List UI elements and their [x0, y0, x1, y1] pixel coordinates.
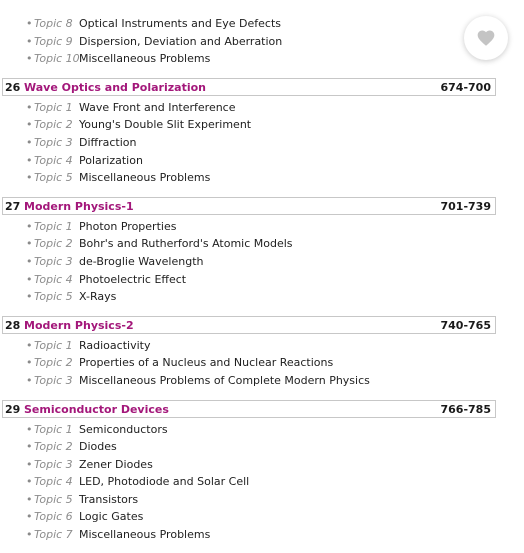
topic-item[interactable]: [2, 456, 496, 474]
chapter-title: Modern Physics-2: [24, 318, 134, 332]
topic-item[interactable]: [2, 337, 496, 355]
topic-item[interactable]: [2, 152, 496, 170]
topic-item[interactable]: [2, 491, 496, 509]
topic-item[interactable]: [2, 421, 496, 439]
bullet-icon: •: [26, 254, 33, 268]
topic-item[interactable]: [2, 508, 496, 526]
chapter-pages: 674-700: [440, 80, 491, 94]
topic-title: Photon Properties: [79, 219, 177, 233]
topic-number: Topic 2: [34, 356, 73, 370]
bullet-icon: •: [26, 510, 33, 524]
bullet-icon: •: [26, 52, 33, 66]
topic-number: Topic 5: [34, 171, 73, 185]
topic-item[interactable]: [2, 134, 496, 152]
bullet-icon: •: [26, 528, 33, 542]
chapter-header[interactable]: [2, 316, 496, 334]
chapter-title: Semiconductor Devices: [24, 402, 169, 416]
topic-title: Diffraction: [79, 135, 137, 149]
topic-item[interactable]: [2, 116, 496, 134]
topic-item[interactable]: [2, 438, 496, 456]
chapter-number: 27: [5, 199, 21, 213]
bullet-icon: •: [26, 272, 33, 286]
topic-number: Topic 2: [34, 440, 73, 454]
bullet-icon: •: [26, 100, 33, 114]
topic-item[interactable]: [2, 33, 496, 51]
topic-item[interactable]: [2, 253, 496, 271]
topic-number: Topic 2: [34, 237, 73, 251]
topic-number: Topic 1: [34, 219, 73, 233]
topic-number: Topic 10: [34, 52, 80, 66]
bullet-icon: •: [26, 237, 33, 251]
topic-item[interactable]: [2, 372, 496, 390]
topic-number: Topic 5: [34, 492, 73, 506]
chapter-section: [2, 316, 496, 390]
topic-number: Topic 5: [34, 290, 73, 304]
bullet-icon: •: [26, 422, 33, 436]
topic-number: Topic 1: [34, 100, 73, 114]
topic-title: Properties of a Nucleus and Nuclear Reactions: [79, 356, 334, 370]
topic-title: Logic Gates: [79, 510, 144, 524]
chapter-number: 28: [5, 318, 21, 332]
topic-item[interactable]: [2, 15, 496, 33]
bullet-icon: •: [26, 356, 33, 370]
bullet-icon: •: [26, 457, 33, 471]
bullet-icon: •: [26, 118, 33, 132]
topic-number: Topic 6: [34, 510, 73, 524]
chapter-title: Wave Optics and Polarization: [24, 80, 206, 94]
topic-title: LED, Photodiode and Solar Cell: [79, 475, 250, 489]
topic-title: Photoelectric Effect: [79, 272, 187, 286]
topic-item[interactable]: [2, 235, 496, 253]
topic-item[interactable]: [2, 526, 496, 544]
topic-number: Topic 2: [34, 118, 73, 132]
topic-title: Radioactivity: [79, 338, 151, 352]
bullet-icon: •: [26, 290, 33, 304]
chapter-header[interactable]: [2, 400, 496, 418]
topic-item[interactable]: [2, 271, 496, 289]
topic-title: Zener Diodes: [79, 457, 153, 471]
topic-number: Topic 3: [34, 135, 73, 149]
topic-title: X-Rays: [79, 290, 117, 304]
chapter-number: 29: [5, 402, 21, 416]
topic-item[interactable]: [2, 169, 496, 187]
bullet-icon: •: [26, 135, 33, 149]
topic-title: Transistors: [79, 492, 139, 506]
topic-number: Topic 3: [34, 457, 73, 471]
bullet-icon: •: [26, 492, 33, 506]
bullet-icon: •: [26, 338, 33, 352]
topic-title: Dispersion, Deviation and Aberration: [79, 34, 283, 48]
bullet-icon: •: [26, 440, 33, 454]
topic-title: Miscellaneous Problems: [79, 52, 211, 66]
topic-item[interactable]: [2, 473, 496, 491]
chapter-pages: 701-739: [440, 199, 491, 213]
bullet-icon: •: [26, 373, 33, 387]
topic-number: Topic 9: [34, 34, 73, 48]
chapter-number: 26: [5, 80, 21, 94]
bullet-icon: •: [26, 171, 33, 185]
topic-number: Topic 4: [34, 475, 73, 489]
topic-item[interactable]: [2, 99, 496, 117]
topic-title: Polarization: [79, 153, 143, 167]
chapter-section: [2, 78, 496, 187]
bullet-icon: •: [26, 153, 33, 167]
topic-number: Topic 3: [34, 373, 73, 387]
table-of-contents: [2, 15, 496, 544]
bullet-icon: •: [26, 34, 33, 48]
bullet-icon: •: [26, 17, 33, 30]
topic-title: Wave Front and Interference: [79, 100, 236, 114]
topic-title: Young's Double Slit Experiment: [79, 118, 252, 132]
topic-list: [2, 218, 496, 306]
topic-number: Topic 3: [34, 254, 73, 268]
topic-item[interactable]: [2, 218, 496, 236]
chapter-section: [2, 197, 496, 306]
heart-icon: [476, 28, 496, 48]
topic-title: Miscellaneous Problems of Complete Modern Physics: [79, 373, 370, 387]
topic-list: [2, 99, 496, 187]
chapter-header[interactable]: [2, 78, 496, 96]
topic-item[interactable]: [2, 354, 496, 372]
topic-list: [2, 421, 496, 544]
topic-number: Topic 1: [34, 422, 73, 436]
topic-number: Topic 8: [34, 17, 73, 30]
topic-title: Diodes: [79, 440, 117, 454]
intro-topic-list: [2, 15, 496, 68]
topic-title: Miscellaneous Problems: [79, 171, 211, 185]
chapter-pages: 740-765: [440, 318, 491, 332]
chapter-list: [2, 78, 496, 544]
topic-title: Bohr's and Rutherford's Atomic Models: [79, 237, 293, 251]
topic-number: Topic 4: [34, 272, 73, 286]
chapter-header[interactable]: [2, 197, 496, 215]
topic-title: Miscellaneous Problems: [79, 528, 211, 542]
chapter-pages: 766-785: [440, 402, 491, 416]
topic-item[interactable]: [2, 50, 496, 68]
topic-list: [2, 337, 496, 390]
chapter-section: [2, 400, 496, 544]
topic-title: Optical Instruments and Eye Defects: [79, 17, 281, 30]
topic-number: Topic 1: [34, 338, 73, 352]
topic-title: Semiconductors: [79, 422, 168, 436]
topic-item[interactable]: [2, 288, 496, 306]
chapter-title: Modern Physics-1: [24, 199, 134, 213]
bullet-icon: •: [26, 475, 33, 489]
topic-title: de-Broglie Wavelength: [79, 254, 204, 268]
topic-number: Topic 7: [34, 528, 73, 542]
bullet-icon: •: [26, 219, 33, 233]
topic-number: Topic 4: [34, 153, 73, 167]
favorite-button[interactable]: [464, 16, 508, 60]
